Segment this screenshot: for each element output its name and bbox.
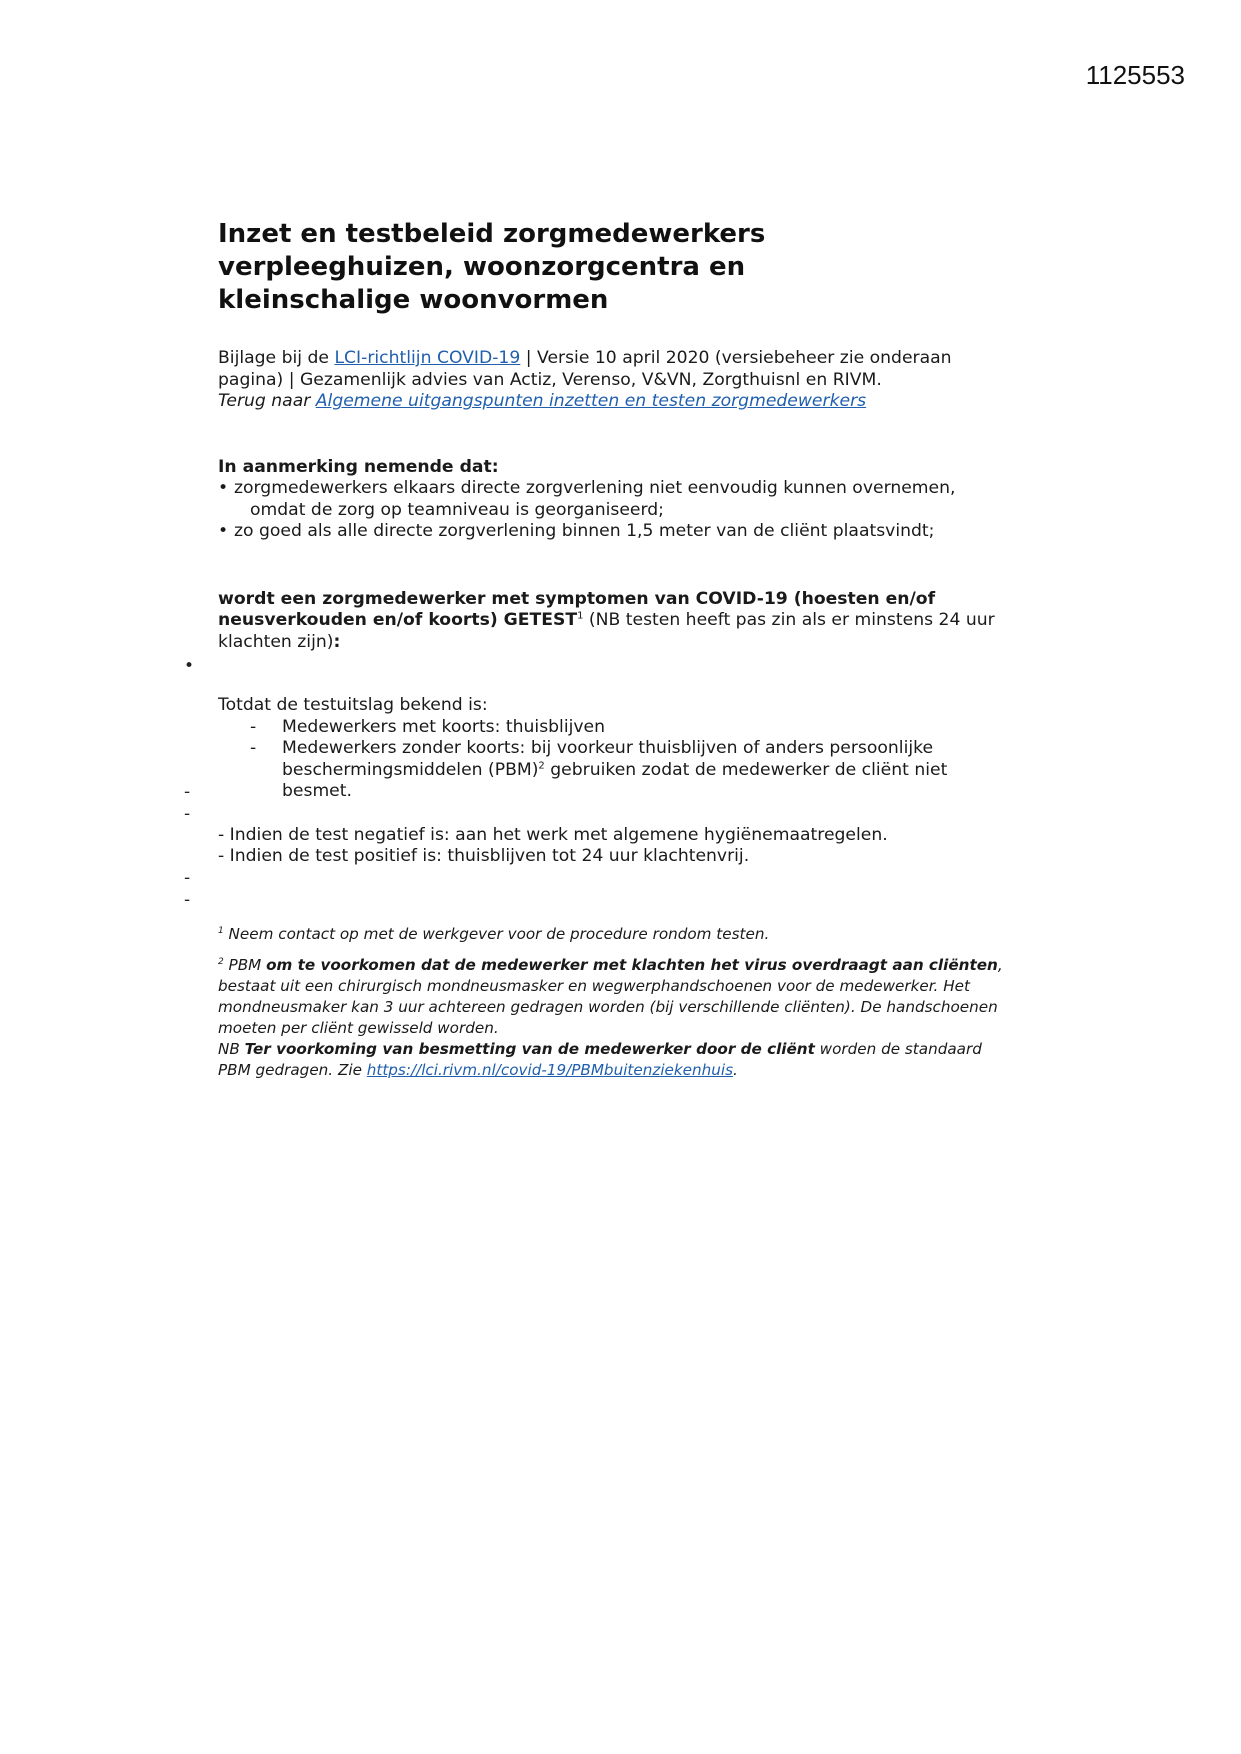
footnote-2-bold-nb: Ter voorkoming van besmetting van de medewerker door de cliënt — [244, 1039, 815, 1058]
list-item — [218, 478, 1018, 521]
footnote-2 — [218, 955, 1018, 1081]
title-line: verpleeghuizen, woonzorgcentra en — [218, 252, 746, 282]
page-title — [218, 218, 1018, 317]
pending-item-text: Medewerkers zonder koorts: bij voorkeur thuisblijven of anders persoonlijke beschermingsmiddelen (PBM) — [282, 738, 934, 780]
footnote-2-bold: om te voorkomen dat de medewerker met klachten het virus overdraagt aan cliënten — [266, 955, 998, 974]
conditions-heading: In aanmerking nemende dat: — [218, 456, 499, 477]
intro-version-text: | Versie 10 april 2020 (versiebeheer zie onderaan pagina) | Gezamenlijk advies van Actiz, Verenso, V&VN, Zorgthuisnl en RIVM. — [218, 348, 952, 390]
testing-colon: : — [333, 631, 341, 652]
intro-paragraph — [218, 348, 1018, 413]
results-section — [218, 825, 1018, 868]
pbm-link[interactable]: https://lci.rivm.nl/covid-19/PBMbuitenziekenhuis — [366, 1060, 734, 1079]
footnote-2-text: , bestaat uit een chirurgisch mondneusmasker en wegwerphandschoenen voor de medewerker. Het mondneusmaker kan 3 uur achtereen gedragen worden (bij verschillende cliënten). De handschoenen moeten per cliënt gewisseld worden. — [218, 955, 1003, 1037]
footnote-2-text-nb: worden de standaard PBM gedragen. Zie — [218, 1039, 982, 1079]
bullet-icon: • — [218, 478, 229, 498]
pending-item-text-end: gebruiken zodat de medewerker de cliënt niet besmet. — [282, 759, 948, 801]
intro-prefix: Bijlage bij de — [218, 348, 335, 368]
margin-dash-mark: - — [184, 868, 191, 888]
condition-text: zorgmedewerkers elkaars directe zorgverlening niet eenvoudig kunnen overnemen, — [234, 478, 956, 498]
margin-dash-mark: - — [184, 804, 191, 824]
margin-dash-mark: - — [184, 782, 191, 802]
conditions-list — [218, 478, 1018, 543]
list-item — [218, 521, 1018, 543]
footnote-1 — [218, 924, 1018, 945]
testing-note: (NB testen heeft pas zin als er minstens 24 uur klachten zijn) — [218, 610, 995, 652]
margin-dash-mark: - — [184, 890, 191, 910]
result-positive: - Indien de test positief is: thuisblijven tot 24 uur klachtenvrij. — [218, 846, 750, 866]
dash-marker: - — [250, 738, 257, 758]
lci-guideline-link[interactable]: LCI-richtlijn COVID-19 — [334, 348, 521, 368]
footnote-ref: 1 — [577, 610, 584, 622]
footnotes — [218, 924, 1018, 1081]
list-item — [250, 717, 1018, 739]
footnote-marker: 1 — [218, 925, 224, 936]
footnote-ref: 2 — [538, 759, 545, 771]
footnote-2-nb: NB — [218, 1039, 245, 1058]
back-link[interactable]: Algemene uitgangspunten inzetten en testen zorgmedewerkers — [315, 391, 867, 411]
footnote-1-text: Neem contact op met de werkgever voor de procedure rondom testen. — [223, 924, 770, 943]
list-item — [250, 738, 1018, 803]
pending-section — [218, 695, 1018, 803]
condition-text: zo goed als alle directe zorgverlening binnen 1,5 meter van de cliënt plaatsvindt; — [234, 521, 935, 541]
pending-heading: Totdat de testuitslag bekend is: — [218, 695, 488, 715]
result-negative: - Indien de test negatief is: aan het werk met algemene hygiënemaatregelen. — [218, 824, 888, 845]
footnote-marker: 2 — [218, 956, 224, 967]
bullet-icon: • — [218, 521, 229, 541]
title-line: kleinschalige woonvormen — [218, 285, 609, 315]
footnote-2-end: . — [733, 1060, 738, 1079]
testing-paragraph — [218, 589, 1018, 654]
footnote-2-prefix: PBM — [223, 955, 267, 974]
margin-bullet-mark: • — [184, 656, 195, 676]
testing-bold-text: wordt een zorgmedewerker met symptomen van COVID-19 (hoesten en/of neusverkouden en/of koorts) GETEST — [218, 588, 936, 630]
dash-marker: - — [250, 716, 257, 737]
pending-list — [218, 717, 1018, 803]
pending-item-text: Medewerkers met koorts: thuisblijven — [282, 716, 606, 737]
title-line: Inzet en testbeleid zorgmedewerkers — [218, 219, 766, 249]
back-prefix: Terug naar — [218, 391, 316, 411]
document-body — [218, 218, 1018, 1081]
conditions-section — [218, 457, 1018, 543]
document-number: 1125553 — [1085, 60, 1185, 90]
condition-text-continued: omdat de zorg op teamniveau is georganiseerd; — [250, 499, 664, 520]
